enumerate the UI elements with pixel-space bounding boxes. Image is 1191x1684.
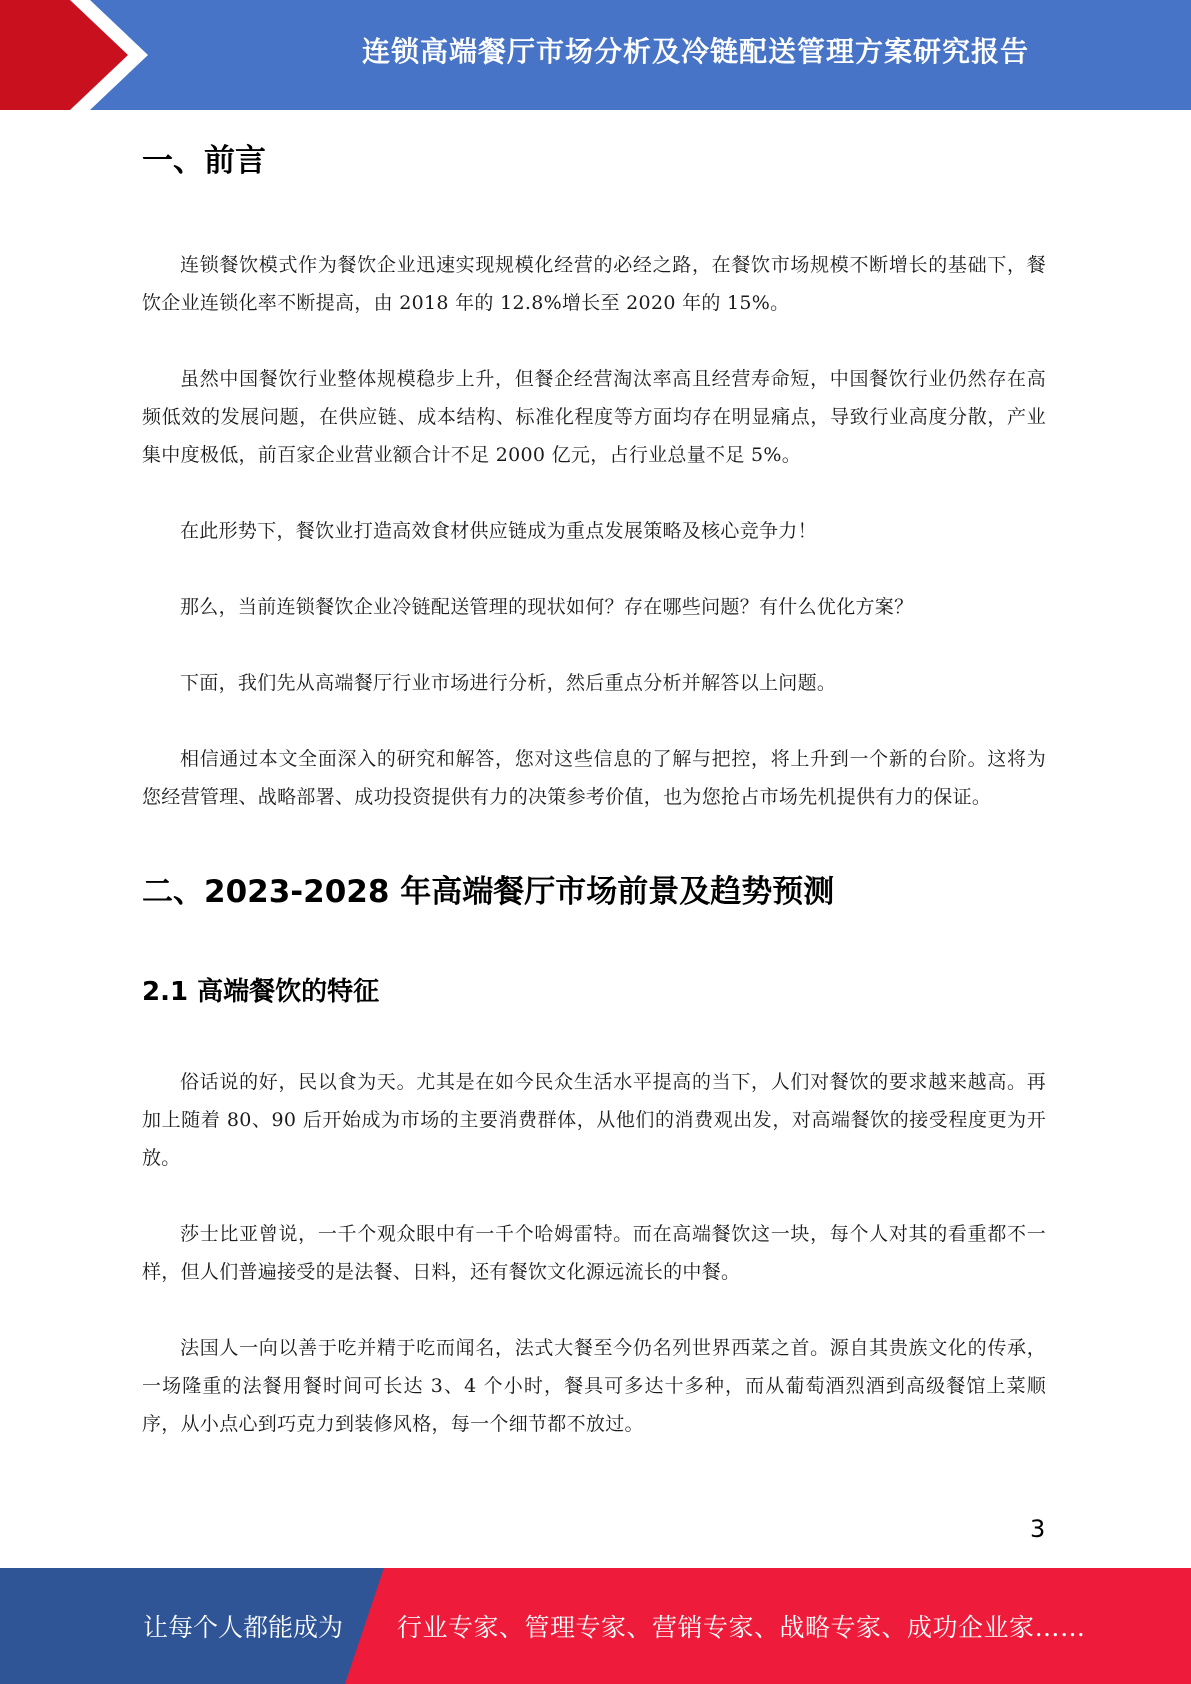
- paragraph: 虽然中国餐饮行业整体规模稳步上升，但餐企经营淘汰率高且经营寿命短，中国餐饮行业仍然存在高频低效的发展问题，在供应链、成本结构、标准化程度等方面均存在明显痛点，导致行业高度分散，产业集中度极低，前百家企业营业额合计不足 2000 亿元，占行业总量不足 5%。: [142, 368, 1046, 466]
- report-title: 连锁高端餐厅市场分析及冷链配送管理方案研究报告: [361, 35, 1029, 68]
- subsection-heading-features: 2.1 高端餐饮的特征: [142, 977, 380, 1007]
- paragraph: 法国人一向以善于吃并精于吃而闻名，法式大餐至今仍名列世界西菜之首。源自其贵族文化的传承，一场隆重的法餐用餐时间可长达 3、4 个小时，餐具可多达十多种，而从葡萄酒烈酒到高级餐馆上菜顺序，从小点心到巧克力到装修风格，每一个细节都不放过。: [142, 1337, 1046, 1435]
- paragraph: 连锁餐饮模式作为餐饮企业迅速实现规模化经营的必经之路，在餐饮市场规模不断增长的基础下，餐饮企业连锁化率不断提高，由 2018 年的 12.8%增长至 2020 年的 15%。: [142, 254, 1046, 314]
- footer-slogan-left: 让每个人都能成为: [143, 1613, 344, 1642]
- paragraph: 在此形势下，餐饮业打造高效食材供应链成为重点发展策略及核心竞争力！: [180, 520, 817, 542]
- paragraph: 俗话说的好，民以食为天。尤其是在如今民众生活水平提高的当下，人们对餐饮的要求越来越高。再加上随着 80、90 后开始成为市场的主要消费群体，从他们的消费观出发，对高端餐饮的接受程度更为开放。: [142, 1071, 1046, 1169]
- footer-banner: [0, 1568, 1191, 1684]
- section-heading-market-outlook: 二、2023-2028 年高端餐厅市场前景及趋势预测: [142, 874, 835, 910]
- document-body: [142, 135, 1046, 1443]
- page-number: 3: [1030, 1515, 1046, 1543]
- paragraph: 莎士比亚曾说，一千个观众眼中有一千个哈姆雷特。而在高端餐饮这一块，每个人对其的看重都不一样，但人们普遍接受的是法餐、日料，还有餐饮文化源远流长的中餐。: [142, 1223, 1046, 1283]
- paragraph: 那么，当前连锁餐饮企业冷链配送管理的现状如何？存在哪些问题？有什么优化方案？: [180, 596, 914, 618]
- footer-slogan-right: 行业专家、管理专家、营销专家、战略专家、成功企业家……: [397, 1613, 1086, 1642]
- paragraph: 相信通过本文全面深入的研究和解答，您对这些信息的了解与把控，将上升到一个新的台阶。这将为您经营管理、战略部署、成功投资提供有力的决策参考价值，也为您抢占市场先机提供有力的保证。: [142, 748, 1046, 808]
- paragraph: 下面，我们先从高端餐厅行业市场进行分析，然后重点分析并解答以上问题。: [180, 672, 837, 694]
- header-banner: [0, 0, 1191, 110]
- section-heading-preface: 一、前言: [142, 143, 266, 179]
